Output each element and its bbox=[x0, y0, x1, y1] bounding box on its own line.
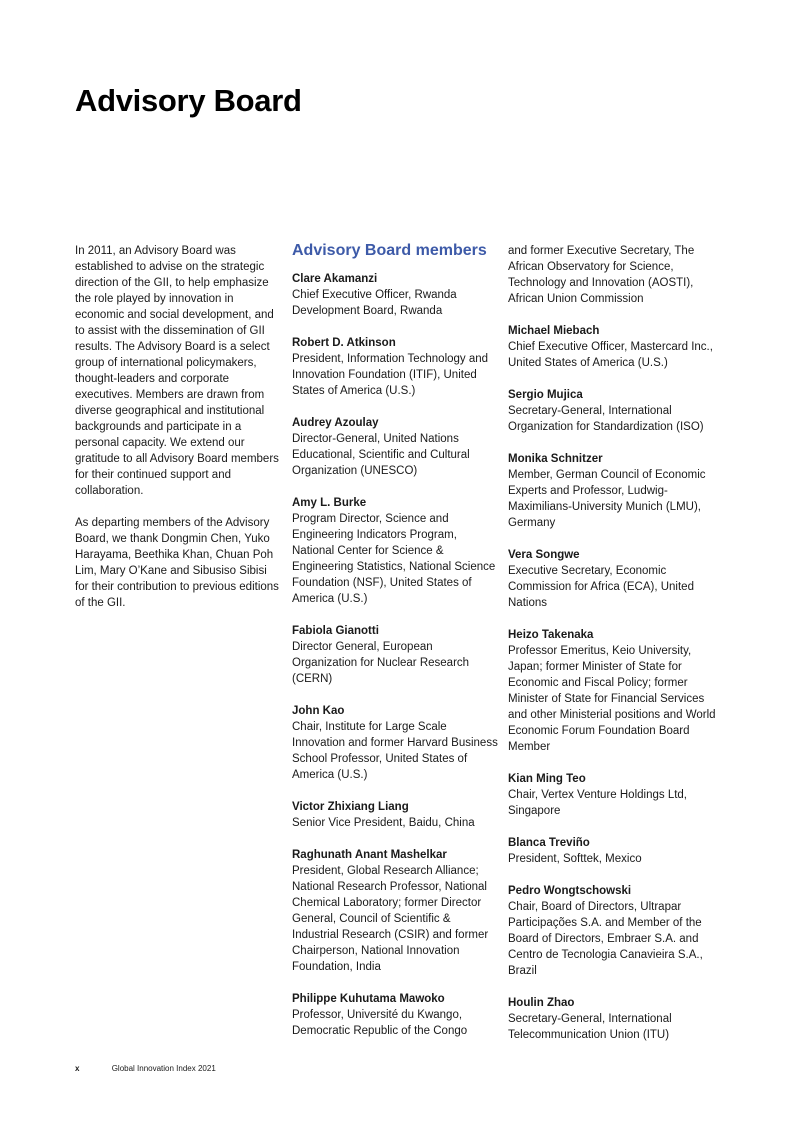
member-role: Director General, European Organization for Nuclear Research (CERN) bbox=[292, 641, 470, 685]
member-role: President, Global Research Alliance; National Research Professor, National Chemical Laboratory; former Director General, Council of Scientific & Industrial Research (CSIR) and former Chairperson, National Innovation Foundation, India bbox=[292, 865, 489, 973]
member-entry bbox=[292, 991, 500, 1039]
member-entry bbox=[508, 835, 718, 867]
page-footer bbox=[75, 1063, 216, 1075]
member-name: Pedro Wongtschowski bbox=[508, 885, 632, 897]
member-role: Chair, Board of Directors, Ultrapar Participações S.A. and Member of the Board of Directors, Embraer S.A. and Centro de Tecnologia Canavieira S.A., Brazil bbox=[508, 901, 703, 977]
member-entry bbox=[508, 627, 718, 755]
intro-paragraph: As departing members of the Advisory Board, we thank Dongmin Chen, Yuko Harayama, Beethika Khan, Chuan Poh Lim, Mary O’Kane and Sibusiso Sibisi for their contribution to previous editions of the GII. bbox=[75, 517, 279, 609]
member-role: Professor Emeritus, Keio University, Japan; former Minister of State for Economic and Fiscal Policy; former Minister of State for Financial Services and other Ministerial positions and World Economic Forum Foundation Board Member bbox=[508, 645, 716, 753]
member-role: Member, German Council of Economic Experts and Professor, Ludwig-Maximilians-University Munich (LMU), Germany bbox=[508, 469, 706, 529]
member-role: President, Information Technology and Innovation Foundation (ITIF), United States of America (U.S.) bbox=[292, 353, 489, 397]
member-name: Heizo Takenaka bbox=[508, 629, 594, 641]
intro-text bbox=[75, 243, 280, 627]
member-role: President, Softtek, Mexico bbox=[508, 853, 642, 865]
member-entry bbox=[292, 415, 500, 479]
members-heading: Advisory Board members bbox=[292, 242, 487, 259]
member-entry bbox=[292, 799, 500, 831]
member-name: John Kao bbox=[292, 705, 345, 717]
member-role: Secretary-General, International Telecommunication Union (ITU) bbox=[508, 1013, 672, 1041]
member-entry bbox=[292, 847, 500, 975]
member-role: Senior Vice President, Baidu, China bbox=[292, 817, 475, 829]
members-column-2 bbox=[508, 243, 718, 1059]
publication-title: Global Innovation Index 2021 bbox=[111, 1064, 216, 1073]
member-name: Fabiola Gianotti bbox=[292, 625, 379, 637]
member-entry bbox=[292, 703, 500, 783]
member-name: Michael Miebach bbox=[508, 325, 600, 337]
member-entry bbox=[508, 451, 718, 531]
page-number: x bbox=[75, 1064, 80, 1073]
member-role: Chair, Vertex Venture Holdings Ltd, Singapore bbox=[508, 789, 687, 817]
member-role: Chief Executive Officer, Mastercard Inc., United States of America (U.S.) bbox=[508, 341, 713, 369]
member-name: Raghunath Anant Mashelkar bbox=[292, 849, 447, 861]
member-name: Robert D. Atkinson bbox=[292, 337, 396, 349]
member-name: Blanca Treviño bbox=[508, 837, 590, 849]
member-entry bbox=[292, 271, 500, 319]
member-name: Kian Ming Teo bbox=[508, 773, 586, 785]
member-entry-continuation bbox=[508, 243, 718, 307]
member-role: Program Director, Science and Engineering Indicators Program, National Center for Science & Engineering Statistics, National Science Foundation (NSF), United States of America (U.S.) bbox=[292, 513, 496, 605]
member-role: Professor, Université du Kwango, Democratic Republic of the Congo bbox=[292, 1009, 468, 1037]
member-role: Chief Executive Officer, Rwanda Development Board, Rwanda bbox=[292, 289, 457, 317]
member-name: Houlin Zhao bbox=[508, 997, 575, 1009]
member-name: Philippe Kuhutama Mawoko bbox=[292, 993, 445, 1005]
member-name: Vera Songwe bbox=[508, 549, 580, 561]
member-name: Clare Akamanzi bbox=[292, 273, 378, 285]
member-name: Monika Schnitzer bbox=[508, 453, 603, 465]
member-entry bbox=[508, 387, 718, 435]
member-entry bbox=[508, 547, 718, 611]
member-name: Victor Zhixiang Liang bbox=[292, 801, 409, 813]
member-role: Director-General, United Nations Educational, Scientific and Cultural Organization (UNESCO) bbox=[292, 433, 470, 477]
member-entry bbox=[508, 995, 718, 1043]
members-column-1 bbox=[292, 241, 500, 1055]
member-name: Amy L. Burke bbox=[292, 497, 367, 509]
member-name: Audrey Azoulay bbox=[292, 417, 379, 429]
member-role: Executive Secretary, Economic Commission for Africa (ECA), United Nations bbox=[508, 565, 694, 609]
member-entry bbox=[292, 623, 500, 687]
intro-paragraph: In 2011, an Advisory Board was established to advise on the strategic direction of the GII, to help emphasize the role played by innovation in economic and social development, and to assist with the dissemination of GII results. The Advisory Board is a select group of international policymakers, thought-leaders and corporate executives. Members are drawn from diverse geographical and institutional backgrounds and participate in a personal capacity. We extend our gratitude to all Advisory Board members for their continued support and collaboration. bbox=[75, 245, 279, 497]
member-entry bbox=[292, 335, 500, 399]
member-name: Sergio Mujica bbox=[508, 389, 583, 401]
member-entry bbox=[508, 771, 718, 819]
member-role: Chair, Institute for Large Scale Innovation and former Harvard Business School Professor, United States of America (U.S.) bbox=[292, 721, 498, 781]
member-role-continuation: and former Executive Secretary, The African Observatory for Science, Technology and Innovation (AOSTI), African Union Commission bbox=[508, 245, 695, 305]
page-title: Advisory Board bbox=[75, 83, 302, 118]
member-entry bbox=[508, 883, 718, 979]
member-entry bbox=[292, 495, 500, 607]
member-entry bbox=[508, 323, 718, 371]
member-role: Secretary-General, International Organization for Standardization (ISO) bbox=[508, 405, 704, 433]
